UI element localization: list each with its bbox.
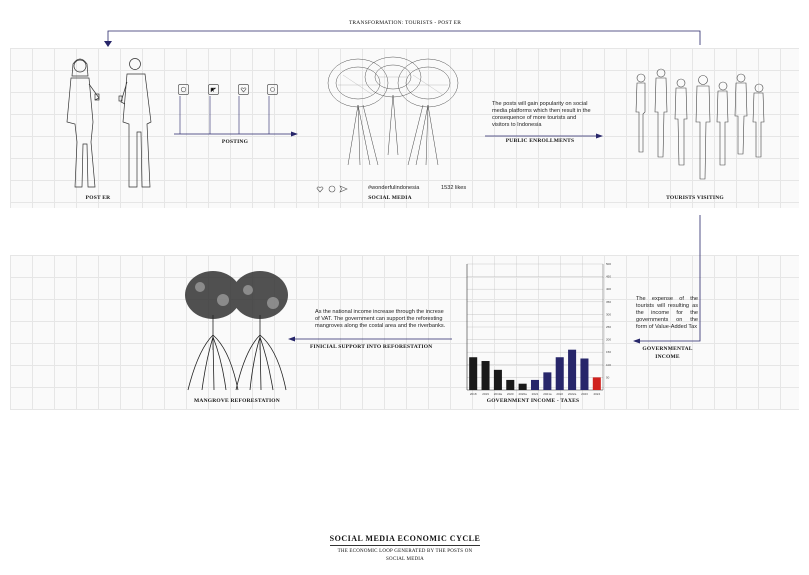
y-tick-label: 400 xyxy=(606,287,612,292)
income-label: GOVERNMENTAL INCOME xyxy=(642,346,693,360)
tourists-label: TOURISTS VISITING xyxy=(666,195,724,201)
footer-rule xyxy=(330,545,480,546)
chart-bar xyxy=(556,357,564,390)
chart-bar xyxy=(593,377,601,390)
chart-title: GOVERNMENT INCOME - TAXES xyxy=(486,398,580,404)
share-icon xyxy=(340,186,347,192)
loop-label: TRANSFORMATION: TOURISTS - POST ER xyxy=(348,20,462,26)
mangrove-illustration xyxy=(178,265,298,395)
x-tick-label: 2023 xyxy=(581,392,588,396)
x-tick-label: 2020 xyxy=(506,392,514,396)
social-media-tree-illustration xyxy=(318,55,468,175)
tourists-illustration xyxy=(625,62,775,187)
chart-bar xyxy=(494,370,502,390)
chart-bar xyxy=(531,380,539,390)
post-card-icon xyxy=(208,84,220,96)
footer-title: SOCIAL MEDIA ECONOMIC CYCLE xyxy=(329,534,481,543)
x-tick-label: 2022a xyxy=(567,392,577,396)
chart-bar xyxy=(482,361,490,390)
reforest-text: As the national income increase through the increse of VAT. The government can support the reforesting mangroves along the costal area and the riverbanks. xyxy=(315,309,446,329)
post-card-icon xyxy=(238,84,250,96)
x-tick-label: 2021 xyxy=(531,392,539,396)
popularity-text: The posts will gain popularity on social media platforms which then result in the consequence of more tourists and visitors to Indonesia xyxy=(492,101,591,128)
x-tick-label: 2024 xyxy=(593,392,601,396)
x-tick-label: 2019 xyxy=(482,392,489,396)
x-tick-label: 2020a xyxy=(518,392,527,396)
post-card-icon xyxy=(267,84,279,96)
comment-icon xyxy=(329,186,335,192)
social-action-icons xyxy=(316,184,356,194)
posting-label: POSTING xyxy=(221,139,249,145)
poster-illustration xyxy=(55,52,165,192)
government-income-chart xyxy=(455,258,615,408)
social-media-label: SOCIAL MEDIA xyxy=(368,195,412,201)
poster-label: POST ER xyxy=(85,195,111,201)
y-tick-label: 300 xyxy=(606,312,612,317)
y-tick-label: 200 xyxy=(606,337,612,342)
chart-bar xyxy=(568,350,576,390)
x-tick-label: 2022 xyxy=(556,392,564,396)
chart-bar xyxy=(506,380,514,390)
hashtag: #wonderfulindonesia xyxy=(368,185,420,191)
x-tick-label: 2018 xyxy=(469,392,477,396)
loop-arrow xyxy=(0,0,809,60)
y-tick-label: 250 xyxy=(606,325,612,329)
y-tick-label: 150 xyxy=(606,350,612,355)
financial-support-label: FINICIAL SUPPORT INTO REFORESTATION xyxy=(310,344,433,350)
tourists-to-income-arrow xyxy=(620,215,720,355)
x-tick-label: 2021a xyxy=(543,392,552,396)
public-enrollments-label: PUBLIC ENROLLMENTS xyxy=(505,138,575,144)
posting-icons xyxy=(175,84,295,96)
footer-subtitle: THE ECONOMIC LOOP GENERATED BY THE POSTS ON SOCIAL MEDIA xyxy=(337,549,473,562)
chart-bar xyxy=(469,357,477,390)
financial-support-arrow xyxy=(288,336,458,344)
like-icon xyxy=(317,187,323,192)
y-tick-label: 500 xyxy=(606,262,612,266)
chart-bar xyxy=(580,359,588,391)
y-tick-label: 450 xyxy=(606,274,612,279)
y-tick-label: 350 xyxy=(606,299,612,304)
chart-bar xyxy=(519,384,527,390)
y-tick-label: 50 xyxy=(606,375,610,380)
likes-count: 1532 likes xyxy=(441,185,467,191)
post-card-icon xyxy=(178,84,190,96)
mangrove-label: MANGROVE REFORESTATION xyxy=(194,398,280,404)
x-tick-label: 2019a xyxy=(493,392,503,396)
vat-text: The expense of the tourists will resulting as the income for the governments on the form of Value-Added Tax xyxy=(636,296,698,330)
chart-bar xyxy=(543,372,551,390)
y-tick-label: 100 xyxy=(606,362,612,367)
